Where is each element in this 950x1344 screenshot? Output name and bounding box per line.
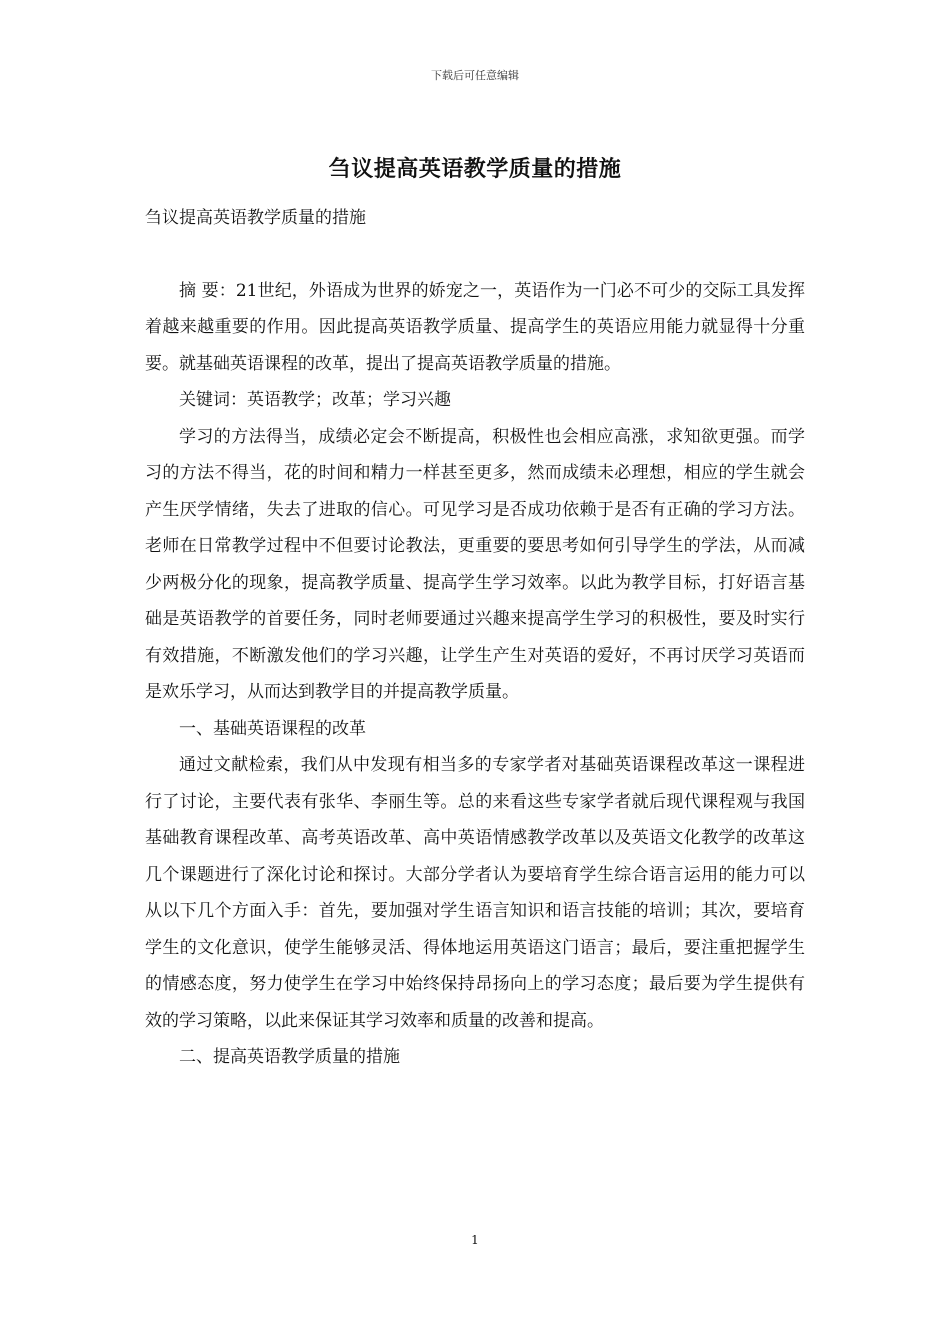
section-heading-1: 一、基础英语课程的改革 [179, 718, 366, 739]
document-body [145, 200, 805, 1076]
document-subtitle: 刍议提高英语教学质量的措施 [145, 208, 366, 228]
body-paragraph: 学习的方法得当，成绩必定会不断提高，积极性也会相应高涨，求知欲更强。而学习的方法不得当，花的时间和精力一样甚至更多，然而成绩未必理想，相应的学生就会产生厌学情绪，失去了进取的信心。可见学习是否成功依赖于是否有正确的学习方法。老师在日常教学过程中不但要讨论教法，更重要的要思考如何引导学生的学法，从而减少两极分化的现象，提高教学质量、提高学生学习效率。以此为教学目标，打好语言基础是英语教学的首要任务，同时老师要通过兴趣来提高学生学习的积极性，要及时实行有效措施，不断激发他们的学习兴趣，让学生产生对英语的爱好，不再讨厌学习英语而是欢乐学习，从而达到教学目的并提高教学质量。 [145, 426, 805, 702]
abstract-paragraph: 摘 要：21世纪，外语成为世界的娇宠之一，英语作为一门必不可少的交际工具发挥着越来越重要的作用。因此提高英语教学质量、提高学生的英语应用能力就显得十分重要。就基础英语课程的改革，提出了提高英语教学质量的措施。 [145, 280, 805, 374]
document-title: 刍议提高英语教学质量的措施 [328, 156, 622, 182]
page-number: 1 [471, 1233, 479, 1247]
section-heading-2: 二、提高英语教学质量的措施 [179, 1047, 400, 1067]
page-header-note: 下载后可任意编辑 [431, 69, 519, 82]
keywords-paragraph: 关键词：英语教学；改革；学习兴趣 [179, 390, 451, 410]
body-paragraph: 通过文献检索，我们从中发现有相当多的专家学者对基础英语课程改革这一课程进行了讨论，主要代表有张华、李丽生等。总的来看这些专家学者就后现代课程观与我国基础教育课程改革、高考英语改革、高中英语情感教学改革以及英语文化教学的改革这几个课题进行了深化讨论和探讨。大部分学者认为要培育学生综合语言运用的能力可以从以下几个方面入手：首先，要加强对学生语言知识和语言技能的培训；其次，要培育学生的文化意识，使学生能够灵活、得体地运用英语这门语言；最后，要注重把握学生的情感态度，努力使学生在学习中始终保持昂扬向上的学习态度；最后要为学生提供有效的学习策略，以此来保证其学习效率和质量的改善和提高。 [145, 755, 805, 1031]
